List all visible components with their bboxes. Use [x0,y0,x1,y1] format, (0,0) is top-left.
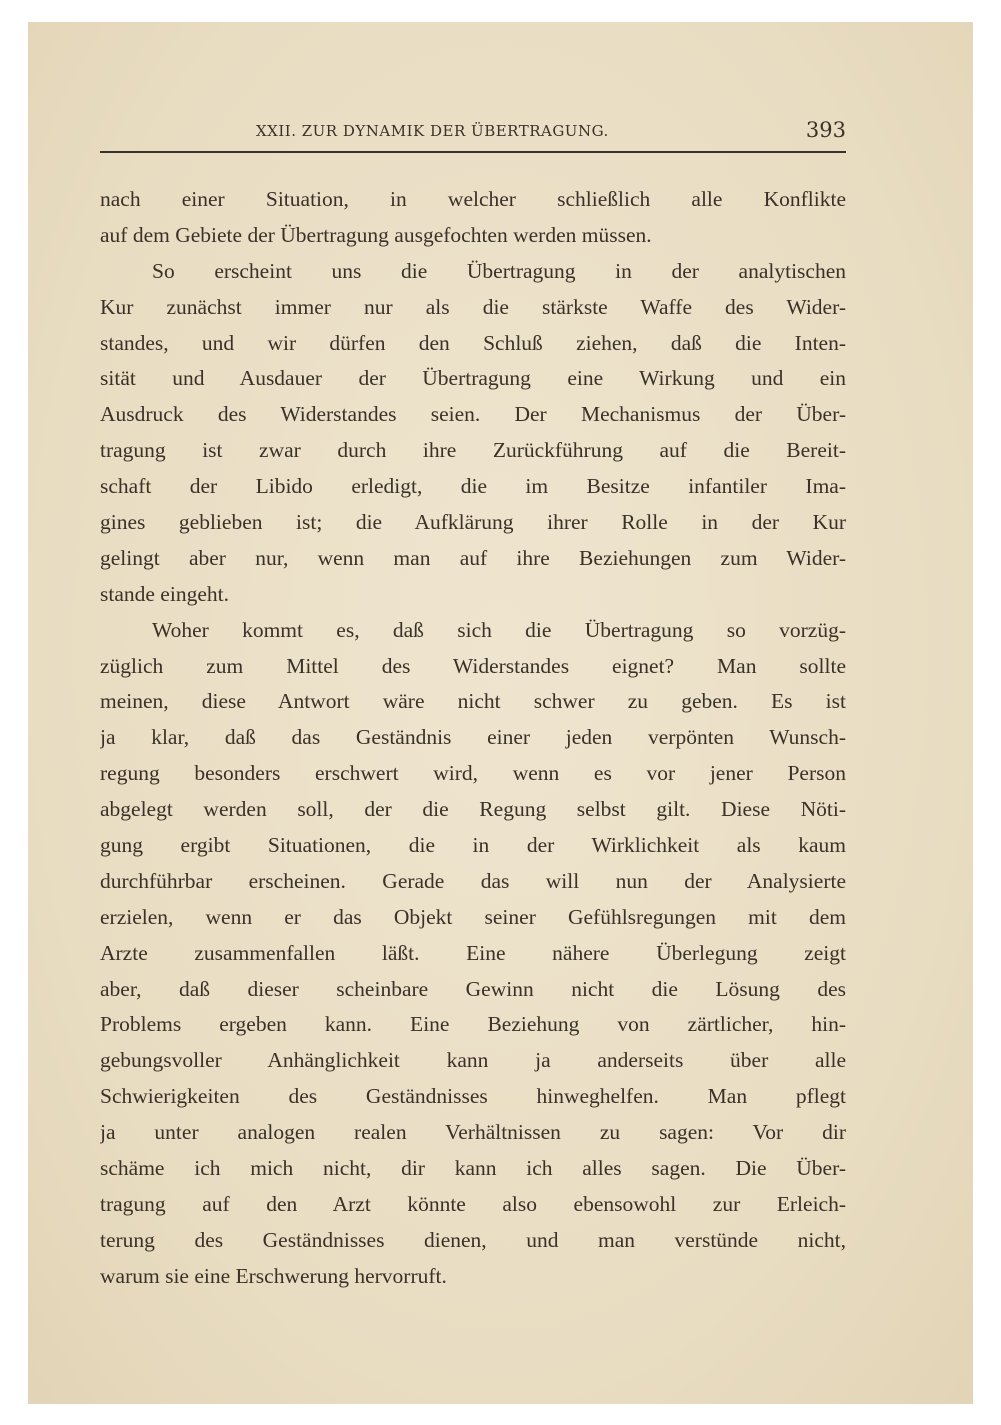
text-line: züglich zum Mittel des Widerstandes eignet? Man sollte [100,653,846,678]
body-text [100,182,846,1295]
text-line: gebungsvoller Anhänglichkeit kann ja anderseits über alle [100,1048,846,1073]
text-line: aber, daß dieser scheinbare Gewinn nicht die Lösung des [100,976,846,1001]
text-line: warum sie eine Erschwerung hervorruft. [100,1263,447,1288]
page-header [100,117,846,153]
page-number: 393 [805,118,846,142]
text-line: Problems ergeben kann. Eine Beziehung von zärtlicher, hin- [100,1012,846,1037]
text-line: ja unter analogen realen Verhältnissen zu sagen: Vor dir [100,1120,846,1145]
text-line: sität und Ausdauer der Übertragung eine Wirkung und ein [100,366,846,391]
text-line: regung besonders erschwert wird, wenn es vor jener Person [100,761,846,786]
text-line: Arzte zusammenfallen läßt. Eine nähere Überlegung zeigt [100,940,846,965]
text-line: meinen, diese Antwort wäre nicht schwer zu geben. Es ist [100,689,846,714]
text-line: tragung auf den Arzt könnte also ebensowohl zur Erleich- [100,1191,846,1216]
text-line: gung ergibt Situationen, die in der Wirklichkeit als kaum [100,833,846,858]
text-line: erzielen, wenn er das Objekt seiner Gefühlsregungen mit dem [100,904,846,929]
text-line: Schwierigkeiten des Geständnisses hinweghelfen. Man pflegt [100,1084,846,1109]
text-line: Woher kommt es, daß sich die Übertragung so vorzüg- [152,617,846,642]
text-line: schäme ich mich nicht, dir kann ich alles sagen. Die Über- [100,1156,846,1181]
text-line: stande eingeht. [100,581,229,606]
text-line: durchführbar erscheinen. Gerade das will nun der Analysierte [100,868,846,893]
text-line: nach einer Situation, in welcher schließlich alle Konflikte [100,187,846,211]
running-title: XXII. ZUR DYNAMIK DER ÜBERTRAGUNG. [256,122,609,140]
book-page [28,22,973,1404]
text-line: schaft der Libido erledigt, die im Besitze infantiler Ima- [100,474,846,499]
text-line: tragung ist zwar durch ihre Zurückführung auf die Bereit- [100,438,846,463]
text-line: gelingt aber nur, wenn man auf ihre Beziehungen zum Wider- [100,545,846,570]
text-line: ja klar, daß das Geständnis einer jeden verpönten Wunsch- [100,725,846,750]
text-line: Kur zunächst immer nur als die stärkste Waffe des Wider- [100,294,846,319]
text-line: terung des Geständnisses dienen, und man verstünde nicht, [100,1227,846,1252]
text-line: So erscheint uns die Übertragung in der analytischen [152,258,846,283]
text-line: standes, und wir dürfen den Schluß ziehen, daß die Inten- [100,330,846,355]
text-line: gines geblieben ist; die Aufklärung ihrer Rolle in der Kur [100,510,846,535]
text-line: auf dem Gebiete der Übertragung ausgefochten werden müssen. [100,222,652,247]
text-line: Ausdruck des Widerstandes seien. Der Mechanismus der Über- [100,402,846,427]
text-line: abgelegt werden soll, der die Regung selbst gilt. Diese Nöti- [100,797,846,822]
